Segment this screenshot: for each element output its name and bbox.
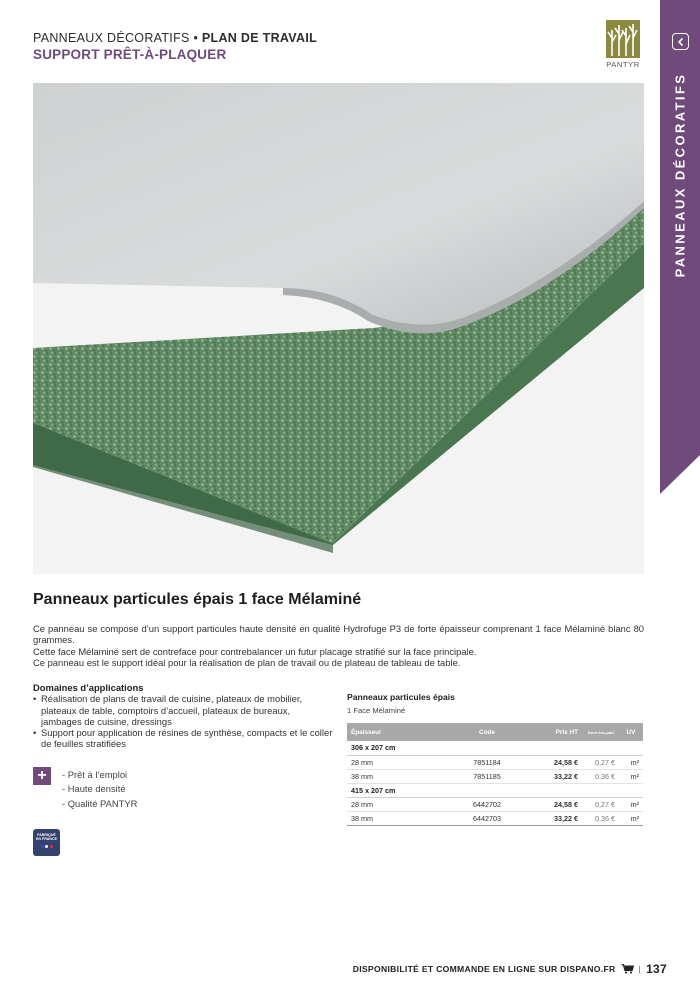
table-group-row bbox=[347, 783, 643, 797]
header-separator: • bbox=[193, 31, 199, 45]
particle-board-photo-icon bbox=[33, 83, 644, 574]
header-thickness: Épaisseur bbox=[347, 723, 447, 741]
domains-item: • Support pour application de résines de synthèse, compacts et le coller de feuilles stratifiées bbox=[33, 727, 333, 750]
footer-link[interactable]: DISPONIBILITÉ ET COMMANDE EN LIGNE SUR DISPANO.FR bbox=[352, 964, 616, 974]
price-table bbox=[347, 723, 643, 826]
application-domains bbox=[33, 682, 333, 750]
description-paragraph: Ce panneau se compose d’un support particules haute densité en qualité Hydrofuge P3 de forte épaisseur comprenant 1 face Mélaminé blanc 80 grammes. bbox=[33, 623, 644, 646]
side-tab-label: PANNEAUX DÉCORATIFS bbox=[672, 72, 688, 278]
cell-price: 33,22 € bbox=[527, 811, 582, 825]
hero-image bbox=[33, 83, 644, 574]
header-section: SUPPORT PRÊT-À-PLAQUER bbox=[33, 47, 227, 62]
back-button[interactable] bbox=[672, 33, 689, 50]
product-title: Panneaux particules épais 1 face Mélaminé bbox=[33, 591, 362, 608]
plus-icon: + bbox=[33, 767, 51, 785]
header-code: Code bbox=[447, 723, 527, 741]
logo-name: PANTYR bbox=[606, 60, 640, 69]
cell-eco: 0,27 € bbox=[582, 797, 619, 811]
cell-unit: m² bbox=[619, 797, 643, 811]
header-eco: Dont éco-part. bbox=[582, 723, 619, 741]
group-size: 415 x 207 cm bbox=[347, 783, 643, 797]
cell-price: 33,22 € bbox=[527, 769, 582, 783]
cell-thickness: 28 mm bbox=[347, 797, 447, 811]
cell-code: 7851184 bbox=[447, 755, 527, 769]
cell-eco: 0,27 € bbox=[582, 755, 619, 769]
header-price: Prix HT bbox=[527, 723, 582, 741]
pantyr-trees-logo-icon bbox=[606, 20, 640, 58]
header-categories bbox=[33, 31, 317, 45]
cell-code: 7851185 bbox=[447, 769, 527, 783]
made-in-france-badge bbox=[33, 829, 60, 856]
badge-line2: EN FRANCE bbox=[36, 837, 57, 842]
product-description bbox=[33, 623, 644, 668]
header-category: PANNEAUX DÉCORATIFS bbox=[33, 31, 190, 45]
cell-price: 24,58 € bbox=[527, 755, 582, 769]
feature-item: - Qualité PANTYR bbox=[62, 797, 138, 809]
table-row bbox=[347, 797, 643, 811]
cell-unit: m² bbox=[619, 811, 643, 825]
cell-eco: 0,36 € bbox=[582, 811, 619, 825]
header-subcategory: PLAN DE TRAVAIL bbox=[201, 31, 318, 45]
cell-unit: m² bbox=[619, 755, 643, 769]
domains-item: • Réalisation de plans de travail de cuisine, plateaux de mobilier, plateaux de table, comptoirs d’accueil, plateaux de bureaux, jambages de cuisine, dressings bbox=[33, 693, 333, 727]
table-group-row bbox=[347, 741, 643, 755]
footer bbox=[353, 962, 667, 976]
cell-price: 24,58 € bbox=[527, 797, 582, 811]
domains-title: Domaines d’applications bbox=[33, 682, 144, 693]
flag-dot-red bbox=[50, 845, 53, 848]
feature-item: - Prêt à l’emploi bbox=[62, 769, 128, 780]
cell-code: 6442703 bbox=[447, 811, 527, 825]
table-row bbox=[347, 811, 643, 825]
flag-dot-white bbox=[45, 845, 48, 848]
description-paragraph: Ce panneau est le support idéal pour la réalisation de plan de travail ou de plateau de tableau de table. bbox=[33, 656, 461, 668]
table-row bbox=[347, 755, 643, 769]
header-unit: UV bbox=[619, 723, 643, 741]
feature-item: - Haute densité bbox=[62, 783, 126, 795]
flag-dots bbox=[33, 845, 60, 848]
cell-thickness: 38 mm bbox=[347, 811, 447, 825]
flag-dot-blue bbox=[41, 845, 44, 848]
group-size: 306 x 207 cm bbox=[347, 741, 643, 755]
features-list bbox=[62, 768, 137, 811]
table-title: Panneaux particules épais bbox=[347, 692, 455, 702]
table-row bbox=[347, 769, 643, 783]
table-subtitle: 1 Face Mélaminé bbox=[347, 706, 406, 715]
footer-separator: | bbox=[638, 964, 642, 974]
cell-unit: m² bbox=[619, 769, 643, 783]
cell-thickness: 38 mm bbox=[347, 769, 447, 783]
table-header-row bbox=[347, 723, 643, 741]
pantyr-logo bbox=[598, 20, 648, 80]
domains-list bbox=[33, 693, 333, 749]
description-paragraph: Cette face Mélaminé sert de contreface pour contrebalancer un futur placage stratifié sur la face principale. bbox=[33, 645, 477, 657]
cart-icon[interactable] bbox=[621, 964, 634, 974]
badge-line1: FABRIQUÉ bbox=[37, 833, 56, 837]
logo-dots: · · · · · bbox=[610, 69, 636, 74]
cell-thickness: 28 mm bbox=[347, 755, 447, 769]
page-number: 137 bbox=[646, 962, 667, 976]
cell-eco: 0,36 € bbox=[582, 769, 619, 783]
chevron-left-icon bbox=[676, 37, 686, 47]
cell-code: 6442702 bbox=[447, 797, 527, 811]
